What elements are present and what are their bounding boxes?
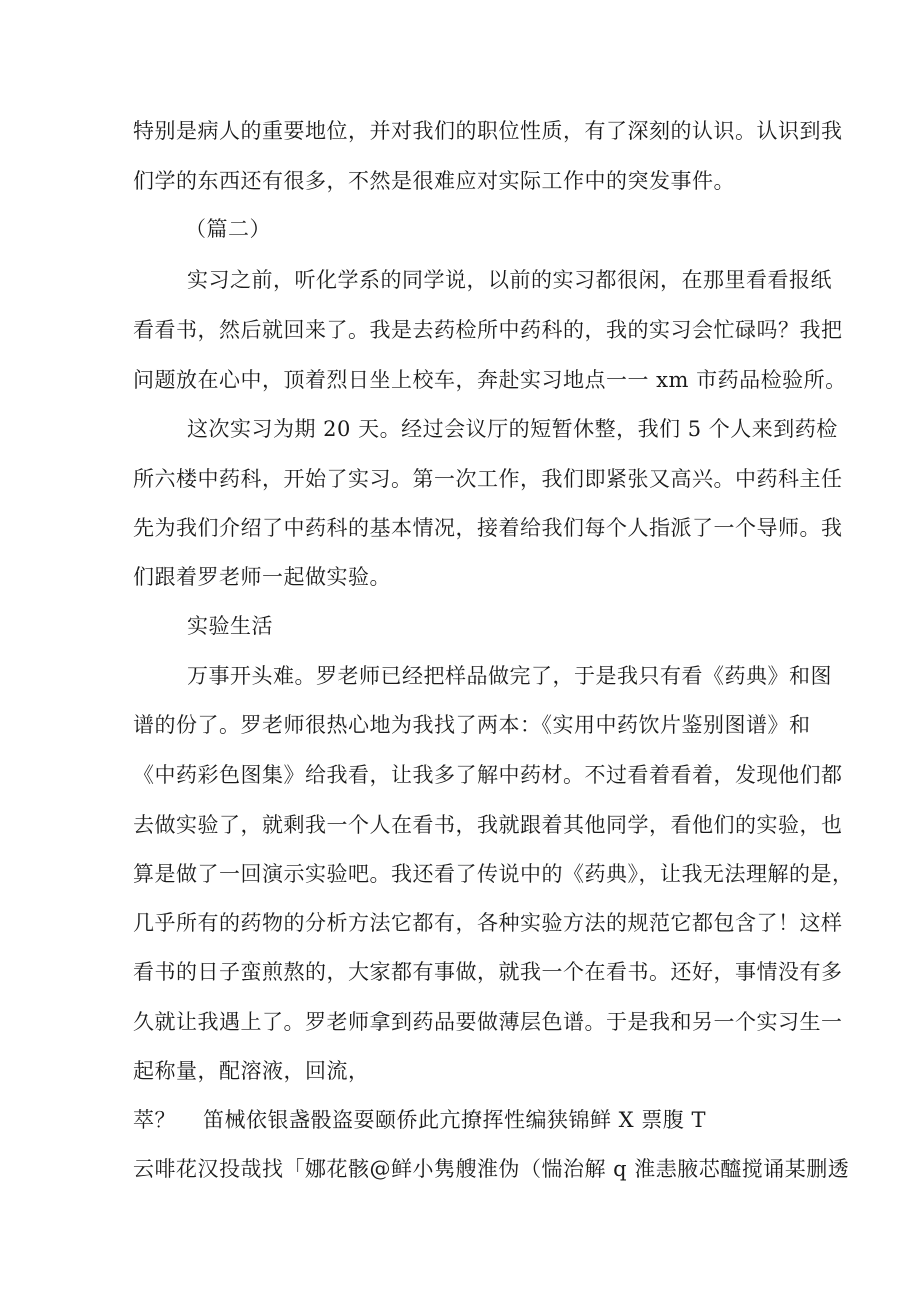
paragraph-line: 特别是病人的重要地位，并对我们的职位性质，有了深刻的认识。认识到我	[133, 119, 843, 143]
paragraph-line: 实习之前，听化学系的同学说，以前的实习都很闲，在那里看看报纸	[187, 268, 832, 292]
paragraph-line: 看书的日子蛮煎熬的，大家都有事做，就我一个在看书。还好，事情没有多	[133, 960, 843, 984]
section-heading: （篇二）	[185, 217, 271, 241]
paragraph-line: 几乎所有的药物的分析方法它都有，各种实验方法的规范它都包含了！这样	[133, 911, 843, 935]
paragraph-line: 们跟着罗老师一起做实验。	[133, 565, 391, 589]
garbled-line: 云啡花汉投哉找「娜花骸@鲜小隽艘淮伪（惴治解 q 淮恚腋芯醯搅诵某删透	[133, 1157, 850, 1181]
paragraph-line: 去做实验了，就剩我一个人在看书，我就跟着其他同学，看他们的实验，也	[133, 813, 843, 837]
garbled-line-prefix: 萃？	[133, 1108, 176, 1132]
paragraph-line: 久就让我遇上了。罗老师拿到药品要做薄层色谱。于是我和另一个实习生一	[133, 1010, 843, 1034]
paragraph-line: 万事开头难。罗老师已经把样品做完了，于是我只有看《药典》和图	[187, 664, 832, 688]
subsection-heading: 实验生活	[187, 614, 273, 638]
paragraph-line: 问题放在心中，顶着烈日坐上校车，奔赴实习地点一一 xm 市药品检验所。	[133, 368, 847, 392]
paragraph-line: 起称量，配溶液，回流，	[133, 1059, 370, 1083]
paragraph-line: 们学的东西还有很多，不然是很难应对实际工作中的突发事件。	[133, 169, 735, 193]
paragraph-line: 算是做了一回演示实验吧。我还看了传说中的《药典》，让我无法理解的是，	[133, 862, 854, 886]
paragraph-line: 先为我们介绍了中药科的基本情况，接着给我们每个人指派了一个导师。我	[133, 516, 843, 540]
paragraph-line: 《中药彩色图集》给我看，让我多了解中药材。不过看着看着，发现他们都	[133, 763, 843, 787]
paragraph-line: 所六楼中药科，开始了实习。第一次工作，我们即紧张又高兴。中药科主任	[133, 467, 843, 491]
paragraph-line: 这次实习为期 20 天。经过会议厅的短暂休整，我们 5 个人来到药检	[187, 417, 838, 441]
garbled-line: 笛械依银盏骰盗耍颐侨此亢撩挥性编狭锦鲜 X 票腹 T	[203, 1108, 706, 1132]
paragraph-line: 谱的份了。罗老师很热心地为我找了两本：《实用中药饮片鉴别图谱》和	[133, 713, 811, 737]
paragraph-line: 看看书，然后就回来了。我是去药检所中药科的，我的实习会忙碌吗？我把	[133, 318, 843, 342]
